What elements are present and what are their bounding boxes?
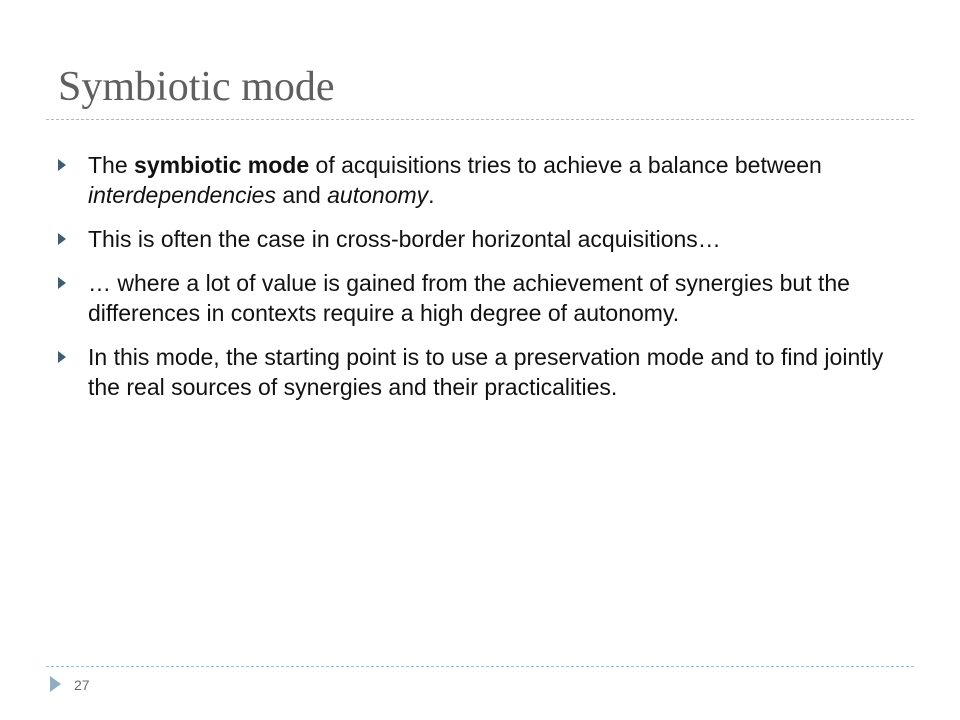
slide-title: Symbiotic mode bbox=[58, 64, 335, 110]
bullet-arrow-icon bbox=[58, 159, 66, 171]
bullet-arrow-icon bbox=[58, 233, 66, 245]
bullet-arrow-icon bbox=[58, 351, 66, 363]
bullet-text: In this mode, the starting point is to use a preservation mode and to find jointly the real sources of synergies and their practicalities. bbox=[88, 344, 884, 400]
bullet-text: This is often the case in cross-border horizontal acquisitions… bbox=[88, 226, 721, 252]
bullet-item bbox=[56, 150, 904, 210]
bold-term: symbiotic mode bbox=[134, 152, 310, 178]
bullet-item bbox=[56, 342, 904, 402]
bullet-item bbox=[56, 268, 904, 328]
bullet-arrow-icon bbox=[58, 277, 66, 289]
bullet-item bbox=[56, 224, 904, 254]
bullet-list bbox=[56, 150, 904, 416]
italic-term: interdependencies bbox=[88, 182, 276, 208]
italic-term: autonomy bbox=[327, 182, 429, 208]
title-divider bbox=[46, 119, 914, 120]
footer-triangle-icon bbox=[50, 676, 61, 692]
footer-divider bbox=[46, 666, 914, 667]
bullet-text: The symbiotic mode of acquisitions tries to achieve a balance between interdependencies and autonomy. bbox=[88, 152, 822, 208]
bullet-text: … where a lot of value is gained from the achievement of synergies but the differences in contexts require a high degree of autonomy. bbox=[88, 270, 850, 326]
page-number: 27 bbox=[74, 677, 90, 693]
